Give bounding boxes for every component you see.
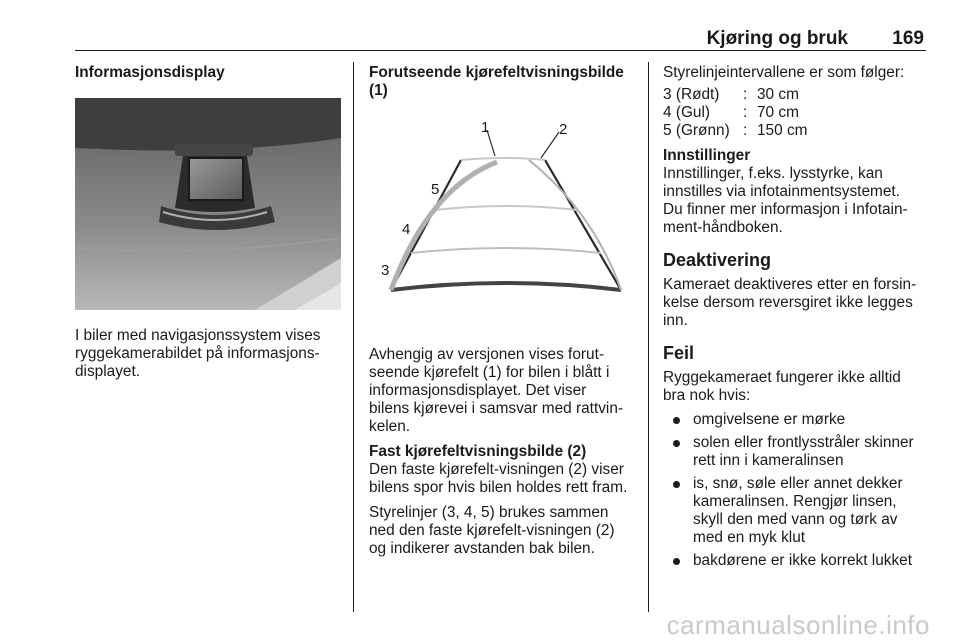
table-row: [663, 86, 807, 104]
intervals-table: [663, 86, 807, 140]
label-4: 4: [402, 221, 411, 238]
text-line: bakdørene er ikke korrekt lukket: [693, 552, 912, 569]
text-line: og indikerer avstanden bak bilen.: [369, 540, 595, 557]
paragraph-deactivation: [663, 276, 931, 330]
bullet-dot-icon: [673, 440, 680, 447]
paragraph-settings: [663, 165, 931, 237]
text-line: seende kjørefelt (1) for bilen i blått i: [369, 364, 610, 381]
text-line: innstilles via infotainmentsystemet.: [663, 183, 900, 200]
bullet-dot-icon: [673, 417, 680, 424]
heading-fault: Feil: [663, 343, 695, 363]
text-line: Du finner mer informasjon i Infotain-: [663, 201, 908, 218]
paragraph-navigation-info: [75, 327, 341, 381]
text-line: Den faste kjørefelt-visningen (2) viser: [369, 461, 624, 478]
text-line: Ryggekameraet fungerer ikke alltid: [663, 369, 901, 386]
heading-line: Forutseende kjørefeltvisningsbilde: [369, 64, 624, 81]
text-line: Styrelinjer (3, 4, 5) brukes sammen: [369, 504, 609, 521]
section-title: Kjøring og bruk: [706, 28, 848, 49]
text-line: solen eller frontlysstråler skinner: [693, 434, 914, 451]
fault-conditions-list: [663, 411, 931, 570]
heading-informasjonsdisplay: Informasjonsdisplay: [75, 64, 225, 81]
paragraph-fault: [663, 369, 931, 405]
column-right: [663, 64, 931, 575]
text-line: ment-håndboken.: [663, 219, 783, 236]
text-line: Kameraet deaktiveres etter en forsin-: [663, 276, 917, 293]
heading-line: (1): [369, 82, 388, 99]
page-number: 169: [892, 28, 924, 49]
text-line: is, snø, søle eller annet dekker: [693, 475, 903, 492]
bullet-dot-icon: [673, 558, 680, 565]
interval-label: 5 (Grønn): [663, 122, 730, 139]
text-line: I biler med navigasjonssystem vises: [75, 327, 321, 344]
text-line: rett inn i kameralinsen: [693, 452, 844, 469]
label-1: 1: [481, 119, 490, 136]
car-interior-photo: [75, 98, 341, 310]
list-item: [663, 475, 931, 547]
bullet-dot-icon: [673, 481, 680, 488]
label-2: 2: [559, 121, 568, 138]
heading-deactivation: Deaktivering: [663, 250, 772, 270]
column-divider: [353, 62, 354, 612]
paragraph-guidelines: [369, 504, 636, 558]
interval-label: 3 (Rødt): [663, 86, 720, 103]
text-line: ned den faste kjørefelt-visningen (2): [369, 522, 615, 539]
interval-sep: :: [743, 104, 748, 121]
column-divider: [648, 62, 649, 612]
column-middle: [369, 64, 636, 558]
guideline-diagram: [369, 118, 636, 333]
table-row: [663, 122, 807, 140]
interval-sep: :: [743, 86, 748, 103]
text-line: skyll den med vann og tørk av: [693, 511, 898, 528]
text-line: informasjonsdisplayet. Det viser: [369, 382, 587, 399]
text-line: inn.: [663, 312, 688, 329]
interval-value: 30 cm: [757, 86, 799, 103]
watermark: carmanualsonline.info: [666, 610, 930, 640]
interval-label: 4 (Gul): [663, 104, 711, 121]
rearview-mirror-display-image: [75, 98, 341, 310]
text-line: bilens kjørevei i samsvar med rattvin-: [369, 400, 624, 417]
list-item: [663, 434, 931, 470]
text-line: med en myk klut: [693, 529, 806, 546]
heading-predictive-lane: [369, 64, 636, 100]
text-line: displayet.: [75, 363, 141, 380]
list-item: [663, 552, 931, 570]
text-line: bra nok hvis:: [663, 387, 751, 404]
label-3: 3: [381, 262, 390, 279]
heading-fixed-lane: Fast kjørefeltvisningsbilde (2): [369, 443, 587, 460]
paragraph-fixed-lane: [369, 461, 636, 497]
column-left: [75, 64, 341, 381]
text-line: kelse dersom reversgiret ikke legges: [663, 294, 913, 311]
heading-settings: Innstillinger: [663, 147, 751, 164]
paragraph-predictive-lane: [369, 346, 636, 436]
list-item: [663, 411, 931, 429]
interval-value: 150 cm: [757, 122, 808, 139]
rear-camera-guidelines-svg: [369, 118, 636, 333]
intervals-intro: Styrelinjeintervallene er som følger:: [663, 64, 905, 81]
page-header: [75, 22, 926, 51]
text-line: Avhengig av versjonen vises forut-: [369, 346, 604, 363]
text-line: Innstillinger, f.eks. lysstyrke, kan: [663, 165, 883, 182]
table-row: [663, 104, 807, 122]
text-line: kameralinsen. Rengjør linsen,: [693, 493, 897, 510]
interval-value: 70 cm: [757, 104, 799, 121]
text-line: omgivelsene er mørke: [693, 411, 846, 428]
interval-sep: :: [743, 122, 748, 139]
text-line: kelen.: [369, 418, 411, 435]
text-line: bilens spor hvis bilen holdes rett fram.: [369, 479, 628, 496]
label-5: 5: [431, 181, 440, 198]
text-line: ryggekamerabildet på informasjons-: [75, 345, 320, 362]
